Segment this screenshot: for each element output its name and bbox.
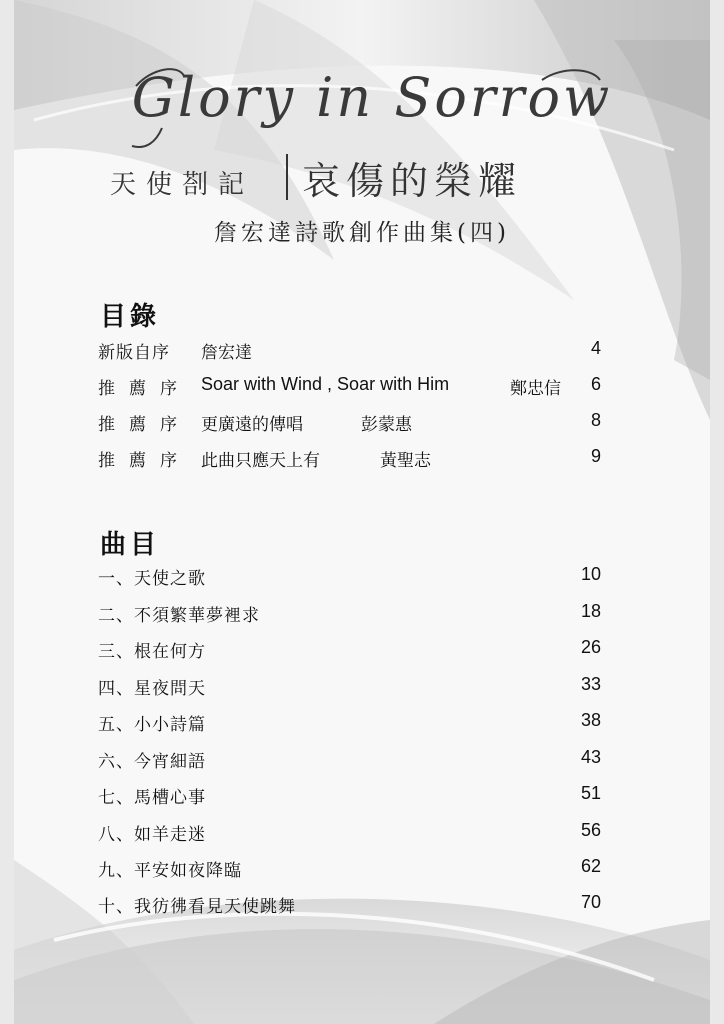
song-page: 10 [580, 564, 601, 584]
song-title: 六、今宵細語 [98, 752, 206, 772]
song-item [98, 635, 601, 663]
toc-label: 推薦序 [98, 379, 191, 399]
song-title: 二、不須繁華夢裡求 [98, 606, 260, 626]
song-item [98, 672, 601, 700]
song-page: 18 [580, 601, 601, 621]
subtitle-divider [286, 154, 288, 200]
toc-page: 8 [590, 410, 601, 430]
toc-label: 推薦序 [98, 415, 191, 435]
song-page: 56 [580, 820, 601, 840]
song-item [98, 599, 601, 627]
song-title: 七、馬槽心事 [98, 788, 206, 808]
song-page: 51 [580, 783, 601, 803]
toc-title: 詹宏達 [201, 343, 252, 363]
toc-page: 4 [590, 338, 601, 358]
toc-row [98, 372, 601, 400]
toc-author: 黃聖志 [380, 451, 431, 471]
song-item [98, 708, 601, 736]
song-title: 三、根在何方 [98, 642, 206, 662]
toc-label: 新版自序 [98, 343, 170, 363]
toc-title: 此曲只應天上有 [201, 451, 320, 471]
toc-row [98, 444, 601, 472]
toc-heading: 目錄 [100, 302, 161, 332]
song-page: 43 [580, 747, 601, 767]
song-item [98, 854, 601, 882]
song-title: 十、我彷彿看見天使跳舞 [98, 897, 296, 917]
song-page: 38 [580, 710, 601, 730]
toc-label: 推薦序 [98, 451, 191, 471]
song-item [98, 745, 601, 773]
collection-title: 詹宏達詩歌創作曲集(四) [214, 220, 510, 246]
toc-page: 9 [590, 446, 601, 466]
song-title: 五、小小詩篇 [98, 715, 206, 735]
song-page: 26 [580, 637, 601, 657]
song-title: 八、如羊走迷 [98, 825, 206, 845]
toc-row [98, 408, 601, 436]
toc-author: 鄭忠信 [510, 379, 561, 399]
song-title: 九、平安如夜降臨 [98, 861, 242, 881]
toc-title: 更廣遠的傳唱 [201, 415, 303, 435]
subtitle-left: 天使剳記 [110, 170, 255, 200]
song-page: 62 [580, 856, 601, 876]
book-page [14, 0, 710, 1024]
song-page: 70 [580, 892, 601, 912]
song-title: 四、星夜問天 [98, 679, 206, 699]
song-item [98, 781, 601, 809]
toc-page: 6 [590, 374, 601, 394]
script-title-logo [122, 58, 622, 158]
song-item [98, 818, 601, 846]
song-item [98, 890, 601, 918]
song-page: 33 [580, 674, 601, 694]
toc-title: Soar with Wind , Soar with Him [201, 374, 450, 394]
song-item [98, 562, 601, 590]
subtitle-right: 哀傷的榮耀 [302, 159, 523, 203]
song-title: 一、天使之歌 [98, 569, 206, 589]
toc-row [98, 336, 601, 364]
songs-heading: 曲目 [100, 530, 161, 560]
script-title: Glory in Sorrow [131, 66, 613, 129]
toc-author: 彭蒙惠 [361, 415, 412, 435]
